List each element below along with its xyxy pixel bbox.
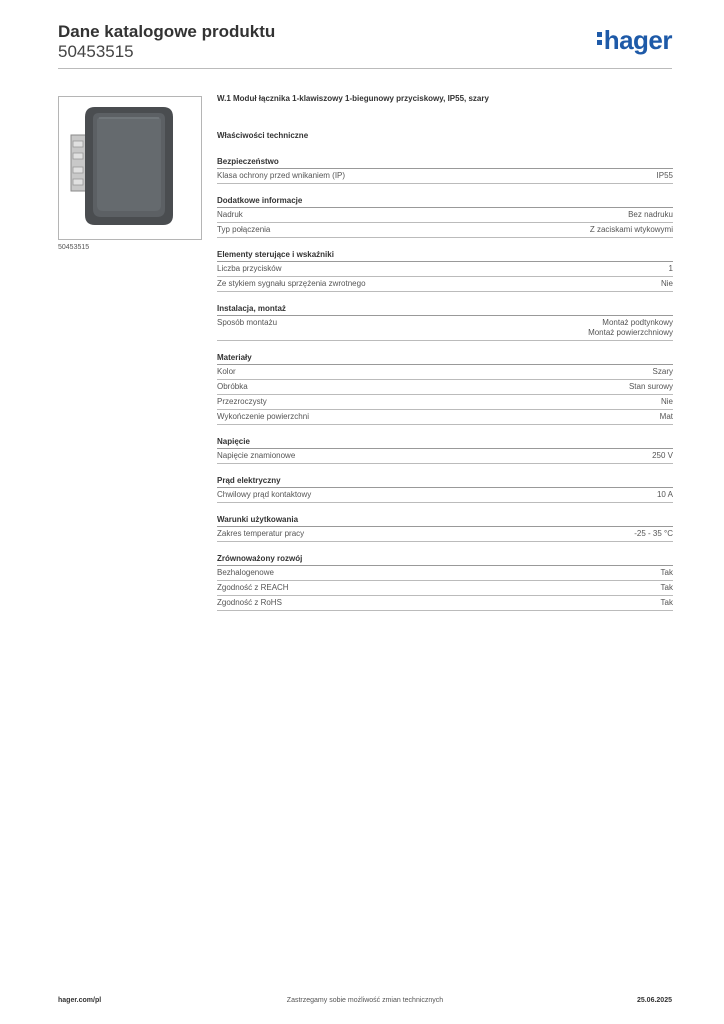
row-label: Klasa ochrony przed wnikaniem (IP)	[217, 171, 346, 180]
table-row	[217, 208, 673, 223]
table-row	[217, 262, 673, 277]
row-value: Tak	[660, 598, 673, 607]
row-value: Nie	[660, 397, 673, 406]
logo-colon-icon	[597, 26, 602, 48]
image-caption: 50453515	[58, 244, 90, 251]
section-current	[217, 476, 673, 503]
section-additional-info	[217, 196, 673, 238]
section-title: Prąd elektryczny	[217, 476, 673, 488]
page-title: Dane katalogowe produktu	[58, 22, 276, 41]
table-row	[217, 169, 673, 184]
table-row	[217, 449, 673, 464]
section-controls	[217, 250, 673, 292]
row-value-line: Montaż powierzchniowy	[588, 328, 673, 337]
section-installation	[217, 304, 673, 341]
row-label: Przezroczysty	[217, 397, 267, 406]
row-label: Nadruk	[217, 210, 243, 219]
section-title: Bezpieczeństwo	[217, 157, 673, 169]
row-value: 1	[668, 264, 673, 273]
table-row	[217, 566, 673, 581]
row-value: Tak	[660, 583, 673, 592]
footer-website-link[interactable]: hager.com/pl	[58, 997, 102, 1004]
section-title: Instalacja, montaż	[217, 304, 673, 316]
header-divider	[58, 68, 672, 69]
section-title: Dodatkowe informacje	[217, 196, 673, 208]
section-title: Zrównoważony rozwój	[217, 554, 673, 566]
row-value: Tak	[660, 568, 673, 577]
table-row	[217, 316, 673, 341]
table-row	[217, 277, 673, 292]
row-label: Ze stykiem sygnału sprzężenia zwrotnego	[217, 279, 366, 288]
row-value: Stan surowy	[628, 382, 673, 391]
product-description: W.1 Moduł łącznika 1-klawiszowy 1-biegunowy przyciskowy, IP55, szary	[217, 94, 489, 103]
section-title: Napięcie	[217, 437, 673, 449]
table-row	[217, 581, 673, 596]
hager-logo: hager	[597, 26, 672, 54]
row-value: 250 V	[652, 451, 673, 460]
section-operating-conditions	[217, 515, 673, 542]
table-row	[217, 410, 673, 425]
row-value	[588, 318, 673, 338]
row-value: Mat	[659, 412, 673, 421]
row-label: Chwilowy prąd kontaktowy	[217, 490, 312, 499]
table-row	[217, 527, 673, 542]
product-details	[217, 94, 673, 623]
tech-properties-heading: Właściwości techniczne	[217, 131, 309, 140]
row-value: Z zaciskami wtykowymi	[589, 225, 673, 234]
row-value: Bez nadruku	[628, 210, 673, 219]
table-row	[217, 395, 673, 410]
section-title: Warunki użytkowania	[217, 515, 673, 527]
row-label: Liczba przycisków	[217, 264, 282, 273]
section-voltage	[217, 437, 673, 464]
row-label: Typ połączenia	[217, 225, 271, 234]
table-row	[217, 365, 673, 380]
page-header	[58, 22, 672, 70]
row-label: Kolor	[217, 367, 236, 376]
row-value: Szary	[652, 367, 673, 376]
row-value: 10 A	[656, 490, 673, 499]
section-materials	[217, 353, 673, 425]
section-safety	[217, 157, 673, 184]
row-label: Obróbka	[217, 382, 248, 391]
footer-disclaimer: Zastrzegamy sobie możliwość zmian technicznych	[286, 997, 444, 1004]
footer-date: 25.06.2025	[636, 997, 672, 1004]
product-number: 50453515	[58, 42, 134, 61]
table-row	[217, 596, 673, 611]
row-label: Wykończenie powierzchni	[217, 412, 309, 421]
table-row	[217, 488, 673, 503]
section-title: Elementy sterujące i wskaźniki	[217, 250, 673, 262]
table-row	[217, 223, 673, 238]
product-image	[58, 96, 202, 240]
row-value: IP55	[656, 171, 673, 180]
row-label: Zgodność z RoHS	[217, 598, 282, 607]
row-value-line: Montaż podtynkowy	[602, 318, 673, 327]
table-row	[217, 380, 673, 395]
row-label: Zgodność z REACH	[217, 583, 289, 592]
row-value: Nie	[660, 279, 673, 288]
switch-module-illustration	[59, 97, 201, 239]
row-label: Sposób montażu	[217, 318, 278, 327]
section-title: Materiały	[217, 353, 673, 365]
row-value: -25 - 35 °C	[634, 529, 673, 538]
row-label: Bezhalogenowe	[217, 568, 274, 577]
row-label: Zakres temperatur pracy	[217, 529, 305, 538]
row-label: Napięcie znamionowe	[217, 451, 296, 460]
section-sustainability	[217, 554, 673, 611]
